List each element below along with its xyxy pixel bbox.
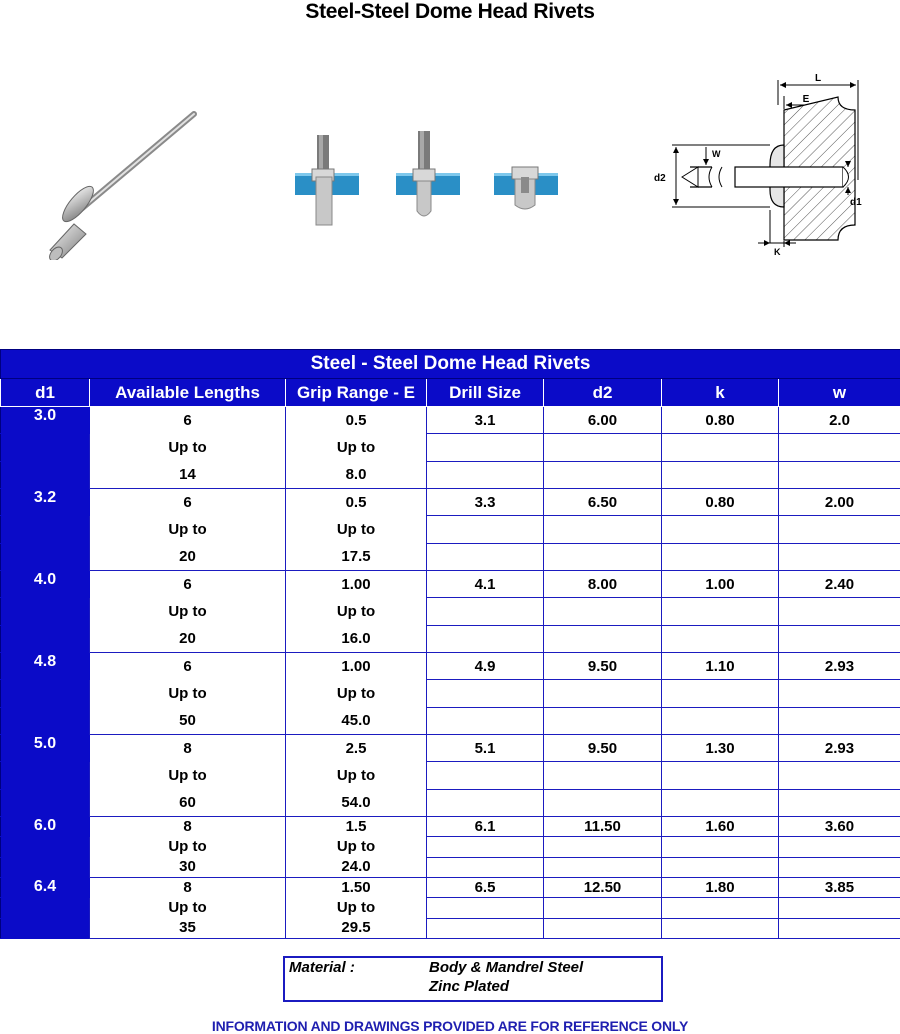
cell-d1-empty xyxy=(1,918,90,938)
length-line: 20 xyxy=(179,630,196,647)
label-W: W xyxy=(712,149,721,159)
cell-empty xyxy=(427,707,544,734)
cell-empty xyxy=(544,543,662,570)
cell-k: 0.80 xyxy=(662,489,779,516)
grip-line: 8.0 xyxy=(345,466,367,483)
header-d1: d1 xyxy=(1,379,90,407)
grip-line: Up to xyxy=(336,603,376,620)
label-d1: d1 xyxy=(850,197,862,208)
cell-empty xyxy=(779,461,900,488)
material-line1: Body & Mandrel Steel xyxy=(429,959,584,976)
cell-d1-empty xyxy=(1,898,90,918)
reference-disclaimer: INFORMATION AND DRAWINGS PROVIDED ARE FOR REFERENCE ONLY xyxy=(211,1018,689,1034)
cell-empty xyxy=(427,789,544,816)
grip-line: Up to xyxy=(336,521,376,538)
cell-d2: 12.50 xyxy=(544,878,662,898)
grip-line: 17.5 xyxy=(341,548,371,565)
cell-empty xyxy=(779,543,900,570)
cell-empty xyxy=(779,598,900,625)
cell-drill-size: 3.1 xyxy=(427,407,544,434)
material-box xyxy=(283,956,663,1002)
cell-d1: 3.0 xyxy=(1,407,90,434)
length-line: 6 xyxy=(183,494,192,511)
cell-d1-empty xyxy=(1,434,90,461)
length-line: Up to xyxy=(168,838,207,855)
length-line: 6 xyxy=(183,658,192,675)
cell-empty xyxy=(779,857,900,877)
grip-line: Up to xyxy=(336,838,376,855)
cell-empty xyxy=(662,707,779,734)
cell-empty xyxy=(544,857,662,877)
rivet-photo xyxy=(40,100,210,260)
cell-available-lengths xyxy=(90,489,286,571)
cell-d1-empty xyxy=(1,625,90,652)
header-w: w xyxy=(779,379,900,407)
cell-grip-range xyxy=(286,735,427,817)
grip-line: 0.5 xyxy=(345,494,367,511)
label-K: K xyxy=(774,247,781,257)
cell-d1-empty xyxy=(1,543,90,570)
cell-d1-empty xyxy=(1,762,90,789)
length-line: 6 xyxy=(183,576,192,593)
table-row xyxy=(1,735,900,762)
cell-d2: 8.00 xyxy=(544,571,662,598)
material-label: Material : xyxy=(289,959,355,976)
table-row xyxy=(1,571,900,598)
table-row xyxy=(1,653,900,680)
cell-empty xyxy=(779,918,900,938)
cell-d2: 11.50 xyxy=(544,817,662,837)
table-header-row xyxy=(1,379,900,407)
cell-w: 3.85 xyxy=(779,878,900,898)
cell-d1: 4.0 xyxy=(1,571,90,598)
cell-grip-range xyxy=(286,817,427,878)
length-line: Up to xyxy=(168,521,207,538)
cell-empty xyxy=(662,680,779,707)
length-line: 50 xyxy=(179,712,196,729)
cell-d1: 3.2 xyxy=(1,489,90,516)
cell-d1-empty xyxy=(1,461,90,488)
grip-line: Up to xyxy=(336,899,376,916)
cell-empty xyxy=(544,434,662,461)
cell-empty xyxy=(427,898,544,918)
page-title: Steel-Steel Dome Head Rivets xyxy=(305,0,595,23)
cell-w: 2.93 xyxy=(779,735,900,762)
cell-empty xyxy=(662,857,779,877)
cell-d1-empty xyxy=(1,598,90,625)
cell-d1-empty xyxy=(1,789,90,816)
length-line: 8 xyxy=(183,818,192,835)
cell-d1-empty xyxy=(1,516,90,543)
cell-empty xyxy=(662,543,779,570)
length-line: 6 xyxy=(183,412,192,429)
cell-empty xyxy=(544,707,662,734)
cell-available-lengths xyxy=(90,653,286,735)
cell-k: 1.30 xyxy=(662,735,779,762)
table-banner: Steel - Steel Dome Head Rivets xyxy=(1,350,900,379)
cell-d1: 6.4 xyxy=(1,878,90,898)
cell-empty xyxy=(662,516,779,543)
cell-drill-size: 5.1 xyxy=(427,735,544,762)
cell-empty xyxy=(779,516,900,543)
table-row xyxy=(1,878,900,898)
cell-empty xyxy=(427,837,544,857)
length-line: 35 xyxy=(179,919,196,936)
header-grip-range: Grip Range - E xyxy=(286,379,427,407)
cell-empty xyxy=(662,898,779,918)
cell-k: 1.80 xyxy=(662,878,779,898)
length-line: 30 xyxy=(179,858,196,875)
cell-k: 1.60 xyxy=(662,817,779,837)
grip-line: 1.00 xyxy=(341,576,371,593)
cell-empty xyxy=(779,625,900,652)
cell-available-lengths xyxy=(90,735,286,817)
installation-sequence-illustration xyxy=(290,125,570,235)
cell-empty xyxy=(427,461,544,488)
cell-grip-range xyxy=(286,407,427,489)
cell-empty xyxy=(544,625,662,652)
cell-empty xyxy=(779,837,900,857)
cell-drill-size: 4.1 xyxy=(427,571,544,598)
table-row xyxy=(1,407,900,434)
cell-available-lengths xyxy=(90,407,286,489)
header-d2: d2 xyxy=(544,379,662,407)
label-E: E xyxy=(802,94,810,105)
cell-drill-size: 4.9 xyxy=(427,653,544,680)
cell-empty xyxy=(544,918,662,938)
cell-empty xyxy=(662,434,779,461)
grip-line: Up to xyxy=(336,767,376,784)
cell-k: 0.80 xyxy=(662,407,779,434)
cell-empty xyxy=(662,918,779,938)
cell-grip-range xyxy=(286,653,427,735)
cell-empty xyxy=(544,598,662,625)
cell-empty xyxy=(779,789,900,816)
grip-line: Up to xyxy=(336,685,376,702)
cell-drill-size: 3.3 xyxy=(427,489,544,516)
grip-line: 1.5 xyxy=(345,818,367,835)
cell-d1: 4.8 xyxy=(1,653,90,680)
cell-d1-empty xyxy=(1,837,90,857)
cell-drill-size: 6.1 xyxy=(427,817,544,837)
cell-w: 3.60 xyxy=(779,817,900,837)
cell-available-lengths xyxy=(90,817,286,878)
grip-line: 24.0 xyxy=(341,858,371,875)
grip-line: 29.5 xyxy=(341,919,371,936)
cell-empty xyxy=(427,680,544,707)
length-line: 8 xyxy=(183,879,192,896)
cell-empty xyxy=(427,598,544,625)
length-line: 8 xyxy=(183,740,192,757)
spec-table xyxy=(0,349,900,939)
length-line: Up to xyxy=(168,439,207,456)
cell-d2: 9.50 xyxy=(544,735,662,762)
cell-empty xyxy=(779,680,900,707)
cell-w: 2.40 xyxy=(779,571,900,598)
cell-empty xyxy=(427,762,544,789)
cell-d2: 6.00 xyxy=(544,407,662,434)
grip-line: 0.5 xyxy=(345,412,367,429)
cell-empty xyxy=(662,461,779,488)
cell-empty xyxy=(544,898,662,918)
grip-line: 1.50 xyxy=(341,879,371,896)
header-drill-size: Drill Size xyxy=(427,379,544,407)
cell-empty xyxy=(427,625,544,652)
cell-d1: 6.0 xyxy=(1,817,90,837)
cell-d1-empty xyxy=(1,707,90,734)
table-row xyxy=(1,817,900,837)
label-d2: d2 xyxy=(654,173,666,184)
cell-empty xyxy=(544,461,662,488)
length-line: Up to xyxy=(168,767,207,784)
cell-empty xyxy=(779,434,900,461)
length-line: Up to xyxy=(168,603,207,620)
length-line: 20 xyxy=(179,548,196,565)
cell-k: 1.00 xyxy=(662,571,779,598)
cell-empty xyxy=(427,543,544,570)
cell-empty xyxy=(779,898,900,918)
cell-d2: 6.50 xyxy=(544,489,662,516)
cell-empty xyxy=(544,837,662,857)
cell-k: 1.10 xyxy=(662,653,779,680)
cell-d1-empty xyxy=(1,680,90,707)
cell-empty xyxy=(544,762,662,789)
cell-drill-size: 6.5 xyxy=(427,878,544,898)
length-line: Up to xyxy=(168,685,207,702)
cell-grip-range xyxy=(286,489,427,571)
header-k: k xyxy=(662,379,779,407)
length-line: Up to xyxy=(168,899,207,916)
cell-w: 2.93 xyxy=(779,653,900,680)
cell-empty xyxy=(544,516,662,543)
cell-empty xyxy=(662,598,779,625)
grip-line: 1.00 xyxy=(341,658,371,675)
grip-line: 54.0 xyxy=(341,794,371,811)
cell-d2: 9.50 xyxy=(544,653,662,680)
cell-empty xyxy=(662,789,779,816)
cell-empty xyxy=(779,762,900,789)
length-line: 14 xyxy=(179,466,196,483)
grip-line: 16.0 xyxy=(341,630,371,647)
cell-empty xyxy=(544,680,662,707)
header-available-lengths: Available Lengths xyxy=(90,379,286,407)
table-row xyxy=(1,489,900,516)
cell-d1-empty xyxy=(1,857,90,877)
grip-line: Up to xyxy=(336,439,376,456)
cell-empty xyxy=(662,762,779,789)
cell-grip-range xyxy=(286,571,427,653)
grip-line: 45.0 xyxy=(341,712,371,729)
cell-available-lengths xyxy=(90,571,286,653)
cell-w: 2.0 xyxy=(779,407,900,434)
cell-empty xyxy=(427,857,544,877)
cell-empty xyxy=(544,789,662,816)
cell-empty xyxy=(427,516,544,543)
label-L: L xyxy=(814,73,822,84)
cell-d1: 5.0 xyxy=(1,735,90,762)
cell-grip-range xyxy=(286,878,427,939)
cell-available-lengths xyxy=(90,878,286,939)
length-line: 60 xyxy=(179,794,196,811)
cell-w: 2.00 xyxy=(779,489,900,516)
grip-line: 2.5 xyxy=(345,740,367,757)
cell-empty xyxy=(779,707,900,734)
cell-empty xyxy=(427,434,544,461)
cell-empty xyxy=(662,625,779,652)
cell-empty xyxy=(427,918,544,938)
cell-empty xyxy=(662,837,779,857)
material-line2: Zinc Plated xyxy=(429,978,510,995)
dimension-diagram xyxy=(640,65,880,260)
